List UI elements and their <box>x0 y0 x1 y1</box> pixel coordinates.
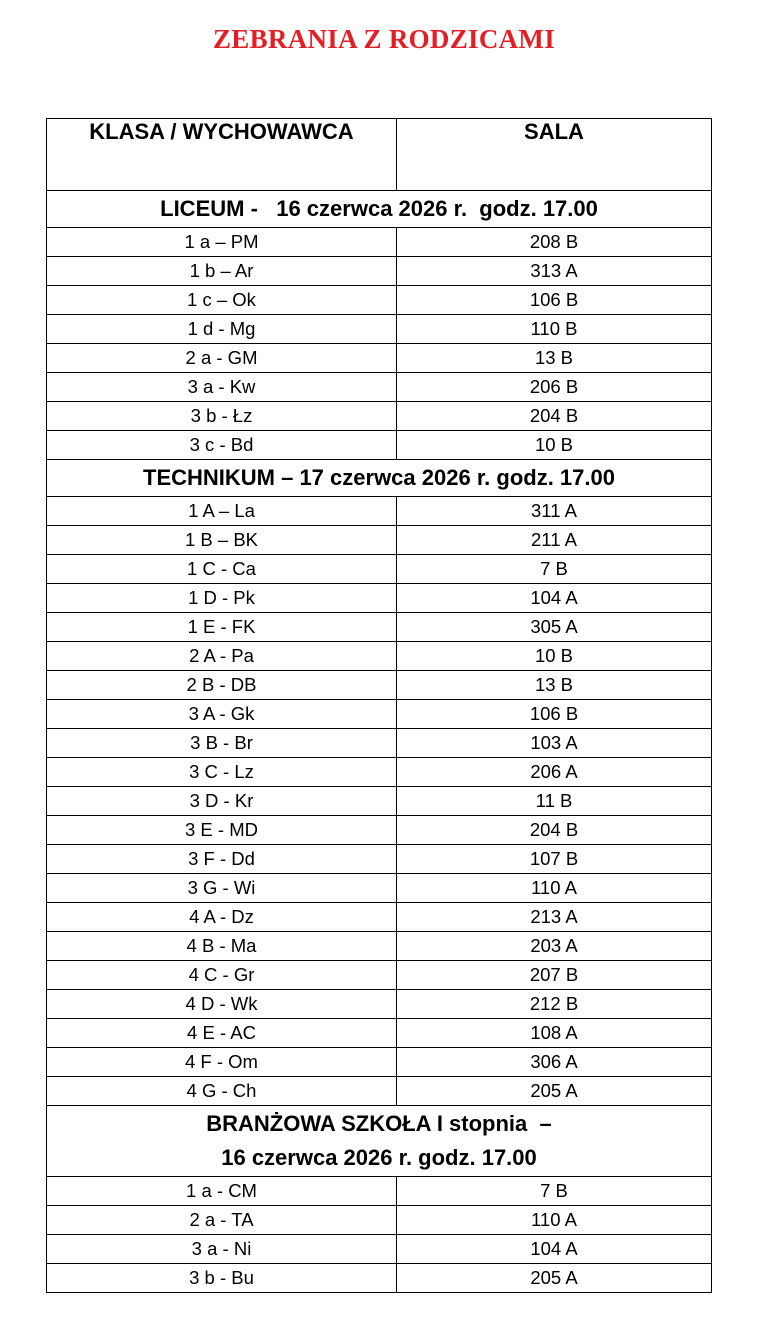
class-teacher-cell: 2 A - Pa <box>47 642 397 671</box>
table-row <box>47 555 712 584</box>
class-teacher-cell: 3 b - Bu <box>47 1264 397 1293</box>
room-cell: 206 A <box>397 758 712 787</box>
class-teacher-cell: 3 a - Ni <box>47 1235 397 1264</box>
page-title: ZEBRANIA Z RODZICAMI <box>212 24 556 54</box>
column-header-sala: SALA <box>397 119 712 191</box>
class-teacher-cell: 1 c – Ok <box>47 286 397 315</box>
table-row <box>47 497 712 526</box>
table-row <box>47 1077 712 1106</box>
table-row <box>47 816 712 845</box>
room-cell: 213 A <box>397 903 712 932</box>
class-teacher-cell: 3 B - Br <box>47 729 397 758</box>
class-teacher-cell: 3 G - Wi <box>47 874 397 903</box>
class-teacher-cell: 1 A – La <box>47 497 397 526</box>
room-cell: 106 B <box>397 700 712 729</box>
table-row <box>47 584 712 613</box>
class-teacher-cell: 4 B - Ma <box>47 932 397 961</box>
room-cell: 110 A <box>397 874 712 903</box>
class-teacher-cell: 4 G - Ch <box>47 1077 397 1106</box>
room-cell: 205 A <box>397 1264 712 1293</box>
table-row <box>47 961 712 990</box>
class-teacher-cell: 3 D - Kr <box>47 787 397 816</box>
class-teacher-cell: 2 B - DB <box>47 671 397 700</box>
room-cell: 204 B <box>397 816 712 845</box>
room-cell: 110 B <box>397 315 712 344</box>
room-cell: 104 A <box>397 1235 712 1264</box>
class-teacher-cell: 1 a - CM <box>47 1177 397 1206</box>
class-teacher-cell: 3 C - Lz <box>47 758 397 787</box>
table-row <box>47 1264 712 1293</box>
room-cell: 103 A <box>397 729 712 758</box>
class-teacher-cell: 1 B – BK <box>47 526 397 555</box>
table-row <box>47 1177 712 1206</box>
class-teacher-cell: 1 b – Ar <box>47 257 397 286</box>
table-row <box>47 874 712 903</box>
section-heading-line2: 16 czerwca 2026 r. godz. 17.00 <box>221 1145 537 1170</box>
room-cell: 104 A <box>397 584 712 613</box>
section-heading-row <box>47 460 712 497</box>
class-teacher-cell: 1 d - Mg <box>47 315 397 344</box>
room-cell: 205 A <box>397 1077 712 1106</box>
room-cell: 10 B <box>397 431 712 460</box>
table-row <box>47 1019 712 1048</box>
room-cell: 7 B <box>397 555 712 584</box>
room-cell: 106 B <box>397 286 712 315</box>
table-row <box>47 402 712 431</box>
meeting-schedule-table <box>46 118 712 1293</box>
table-row <box>47 257 712 286</box>
table-row <box>47 932 712 961</box>
table-row <box>47 431 712 460</box>
class-teacher-cell: 1 E - FK <box>47 613 397 642</box>
room-cell: 211 A <box>397 526 712 555</box>
section-heading <box>47 460 712 497</box>
room-cell: 110 A <box>397 1206 712 1235</box>
table-row <box>47 526 712 555</box>
section-heading <box>47 1106 712 1177</box>
table-row <box>47 990 712 1019</box>
table-row <box>47 1048 712 1077</box>
room-cell: 208 B <box>397 228 712 257</box>
table-row <box>47 228 712 257</box>
room-cell: 108 A <box>397 1019 712 1048</box>
table-row <box>47 1206 712 1235</box>
table-row <box>47 787 712 816</box>
table-row <box>47 344 712 373</box>
room-cell: 313 A <box>397 257 712 286</box>
table-row <box>47 373 712 402</box>
table-row <box>47 286 712 315</box>
section-heading-row <box>47 191 712 228</box>
room-cell: 204 B <box>397 402 712 431</box>
class-teacher-cell: 2 a - GM <box>47 344 397 373</box>
room-cell: 306 A <box>397 1048 712 1077</box>
table-row <box>47 642 712 671</box>
room-cell: 305 A <box>397 613 712 642</box>
table-row <box>47 700 712 729</box>
class-teacher-cell: 4 C - Gr <box>47 961 397 990</box>
room-cell: 13 B <box>397 344 712 373</box>
room-cell: 207 B <box>397 961 712 990</box>
class-teacher-cell: 2 a - TA <box>47 1206 397 1235</box>
section-heading-line1: BRANŻOWA SZKOŁA I stopnia – <box>206 1111 552 1136</box>
room-cell: 10 B <box>397 642 712 671</box>
section-heading-text: LICEUM - 16 czerwca 2026 r. godz. 17.00 <box>160 196 598 221</box>
class-teacher-cell: 1 D - Pk <box>47 584 397 613</box>
table-row <box>47 903 712 932</box>
class-teacher-cell: 4 A - Dz <box>47 903 397 932</box>
class-teacher-cell: 1 a – PM <box>47 228 397 257</box>
table-header-row <box>47 119 712 191</box>
class-teacher-cell: 3 a - Kw <box>47 373 397 402</box>
room-cell: 107 B <box>397 845 712 874</box>
class-teacher-cell: 3 b - Łz <box>47 402 397 431</box>
room-cell: 203 A <box>397 932 712 961</box>
table-row <box>47 613 712 642</box>
table-row <box>47 845 712 874</box>
table-row <box>47 729 712 758</box>
class-teacher-cell: 3 F - Dd <box>47 845 397 874</box>
table-row <box>47 1235 712 1264</box>
class-teacher-cell: 3 E - MD <box>47 816 397 845</box>
class-teacher-cell: 4 F - Om <box>47 1048 397 1077</box>
class-teacher-cell: 3 A - Gk <box>47 700 397 729</box>
room-cell: 206 B <box>397 373 712 402</box>
table-row <box>47 758 712 787</box>
class-teacher-cell: 4 D - Wk <box>47 990 397 1019</box>
section-heading-row <box>47 1106 712 1177</box>
room-cell: 311 A <box>397 497 712 526</box>
class-teacher-cell: 1 C - Ca <box>47 555 397 584</box>
class-teacher-cell: 3 c - Bd <box>47 431 397 460</box>
table-row <box>47 671 712 700</box>
column-header-klasa: KLASA / WYCHOWAWCA <box>47 119 397 191</box>
room-cell: 212 B <box>397 990 712 1019</box>
section-heading <box>47 191 712 228</box>
room-cell: 7 B <box>397 1177 712 1206</box>
table-row <box>47 315 712 344</box>
room-cell: 11 B <box>397 787 712 816</box>
class-teacher-cell: 4 E - AC <box>47 1019 397 1048</box>
room-cell: 13 B <box>397 671 712 700</box>
section-heading-text: TECHNIKUM – 17 czerwca 2026 r. godz. 17.00 <box>143 465 615 490</box>
